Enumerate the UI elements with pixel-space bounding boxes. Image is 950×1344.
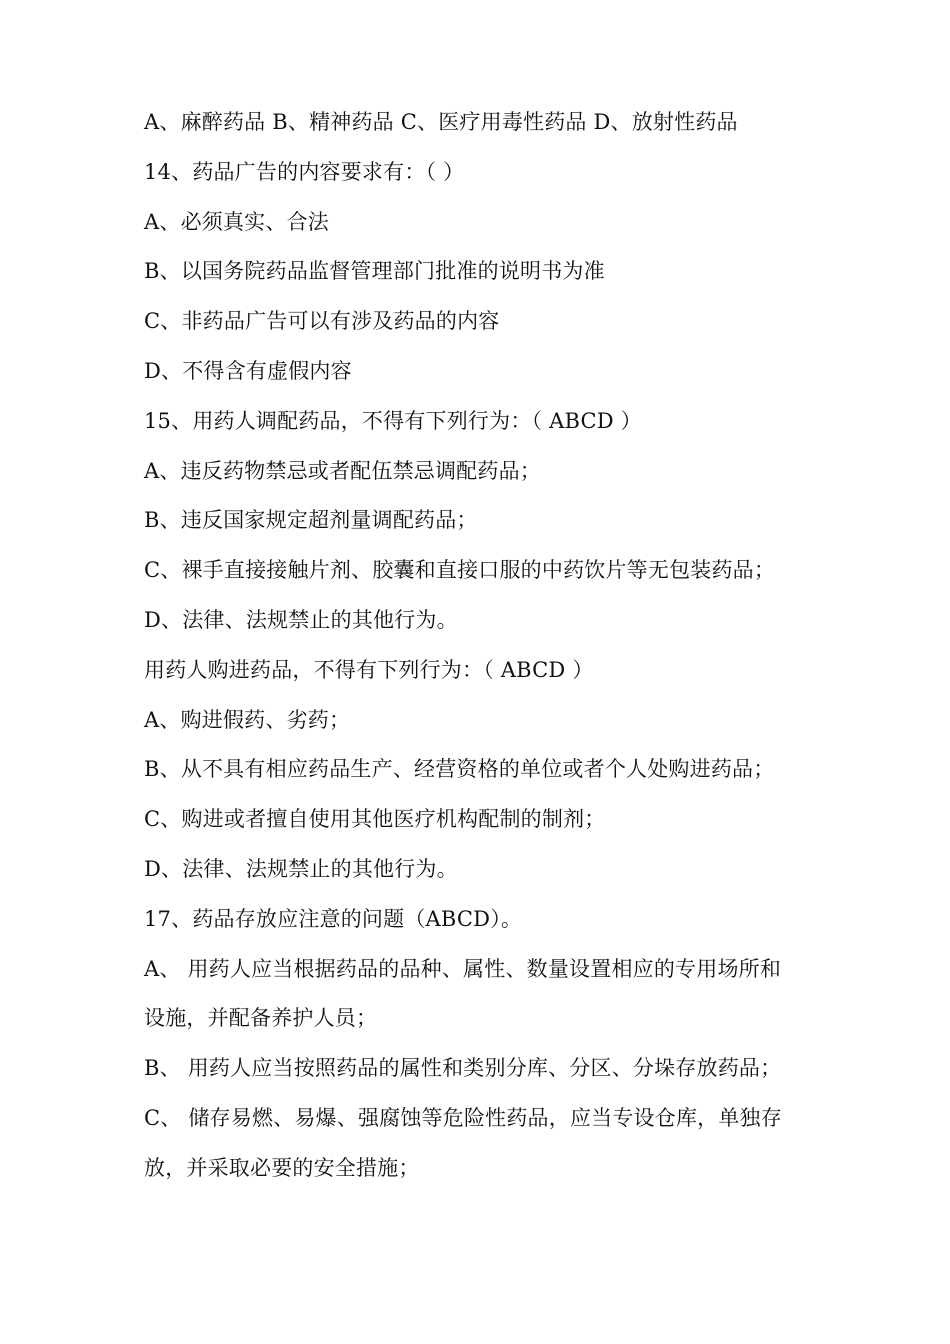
option-15c: C、裸手直接接触片剂、胶囊和直接口服的中药饮片等无包装药品； — [144, 558, 776, 583]
option-16c: C、购进或者擅自使用其他医疗机构配制的制剂； — [144, 807, 606, 832]
option-14d: D、不得含有虚假内容 — [144, 358, 352, 383]
option-17a-line2: 设施，并配备养护人员； — [144, 1006, 378, 1031]
option-line-13a: A、麻醉药品 B、精神药品 C、医疗用毒性药品 D、放射性药品 — [144, 110, 738, 134]
option-17c-line1: C、 储存易燃、易爆、强腐蚀等危险性药品，应当专设仓库，单独存 — [144, 1105, 782, 1130]
option-15a: A、违反药物禁忌或者配伍禁忌调配药品； — [144, 458, 541, 483]
option-16a: A、购进假药、劣药； — [144, 707, 351, 732]
question-16: 用药人购进药品，不得有下列行为：（ ABCD ） — [144, 657, 594, 682]
option-14a: A、必须真实、合法 — [144, 209, 329, 234]
option-14c: C、非药品广告可以有涉及药品的内容 — [144, 309, 500, 334]
option-15b: B、违反国家规定超剂量调配药品； — [144, 508, 478, 533]
option-16b: B、从不具有相应药品生产、经营资格的单位或者个人处购进药品； — [144, 757, 775, 782]
option-17a-line1: A、 用药人应当根据药品的品种、属性、数量设置相应的专用场所和 — [144, 956, 782, 981]
question-15: 15、用药人调配药品，不得有下列行为：（ ABCD ） — [144, 408, 642, 433]
question-14: 14、药品广告的内容要求有：（ ） — [144, 159, 465, 184]
document-body — [144, 98, 844, 1194]
option-14b: B、以国务院药品监督管理部门批准的说明书为准 — [144, 259, 605, 284]
question-17: 17、药品存放应注意的问题（ABCD）。 — [144, 906, 523, 931]
option-16d: D、法律、法规禁止的其他行为。 — [144, 856, 458, 881]
option-15d: D、法律、法规禁止的其他行为。 — [144, 607, 458, 632]
option-17c-line2: 放，并采取必要的安全措施； — [144, 1155, 420, 1180]
option-17b: B、 用药人应当按照药品的属性和类别分库、分区、分垛存放药品； — [144, 1056, 782, 1081]
